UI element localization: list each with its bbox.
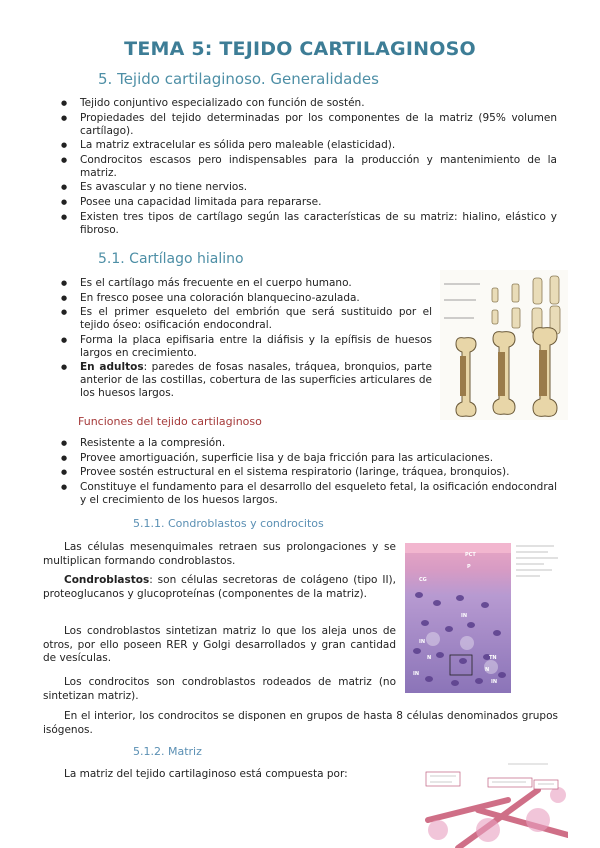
list-item: ● Constituye el fundamento para el desarrollo del esqueleto fetal, la osificación endocondral y el crecimiento de los huesos largos. bbox=[57, 481, 557, 507]
condroblastos-label: Condroblastos bbox=[64, 574, 150, 586]
list-item: ● Es el cartílago más frecuente en el cuerpo humano. bbox=[57, 277, 432, 290]
adults-text: : paredes de fosas nasales, tráquea, bronquios, parte anterior de las costillas, cobertura de las superficies articulares de los huesos largos. bbox=[80, 361, 432, 400]
legend-lines bbox=[514, 543, 562, 585]
list-item: ● Es avascular y no tiene nervios. bbox=[57, 181, 557, 194]
histology-label: IN bbox=[419, 639, 426, 645]
matrix-components-illustration bbox=[418, 760, 568, 848]
paragraph-condro-5: En el interior, los condrocitos se disponen en grupos de hasta 8 células denominados grupos isógenos. bbox=[43, 710, 558, 736]
list-item-adults bbox=[57, 361, 432, 400]
list-item: ● Condrocitos escasos pero indispensables para la producción y mantenimiento de la matriz. bbox=[57, 154, 557, 180]
list-hialino bbox=[57, 277, 432, 402]
list-item: ● Provee amortiguación, superficie lisa y de baja fricción para las articulaciones. bbox=[57, 452, 557, 465]
subsection-heading-condroblastos: 5.1.1. Condroblastos y condrocitos bbox=[133, 517, 324, 530]
section-heading-generalidades: 5. Tejido cartilaginoso. Generalidades bbox=[98, 70, 379, 88]
adults-label: En adultos bbox=[80, 361, 144, 374]
matrix-diagram bbox=[418, 760, 568, 848]
hyaline-cartilage-micrograph bbox=[405, 543, 511, 693]
histology-label: IN bbox=[491, 679, 498, 685]
paragraph-condro-4: Los condrocitos son condroblastos rodeados de matriz (no sintetizan matriz). bbox=[43, 676, 396, 702]
histology-label: N bbox=[485, 667, 490, 673]
list-generalidades bbox=[57, 97, 557, 238]
list-item: ● Es el primer esqueleto del embrión que será sustituido por el tejido óseo: osificación endocondral. bbox=[57, 306, 432, 332]
list-item: ● Propiedades del tejido determinadas por los componentes de la matriz (95% volumen cartílago). bbox=[57, 112, 557, 138]
histology-label: IN bbox=[461, 613, 468, 619]
list-item: ● Resistente a la compresión. bbox=[57, 437, 557, 450]
histology-label: IN bbox=[413, 671, 420, 677]
page-title: TEMA 5: TEJIDO CARTILAGINOSO bbox=[124, 38, 476, 60]
subsection-heading-matriz: 5.1.2. Matriz bbox=[133, 745, 202, 758]
histology-label: TN bbox=[489, 655, 497, 661]
section-heading-hialino: 5.1. Cartílago hialino bbox=[98, 251, 244, 267]
long-bone-illustration bbox=[440, 270, 568, 420]
histology-micrograph bbox=[405, 543, 511, 693]
list-item: ● Posee una capacidad limitada para repararse. bbox=[57, 196, 557, 209]
subsection-heading-funciones: Funciones del tejido cartilaginoso bbox=[78, 415, 262, 428]
list-item: ● La matriz extracelular es sólida pero maleable (elasticidad). bbox=[57, 139, 557, 152]
histology-label: N bbox=[427, 655, 432, 661]
histology-legend bbox=[514, 543, 562, 585]
paragraph-condro-1: Las células mesenquimales retraen sus prolongaciones y se multiplican formando condroblastos. bbox=[43, 541, 396, 567]
bone-ossification-figure bbox=[440, 270, 568, 420]
list-item: ● Forma la placa epifisaria entre la diáfisis y la epífisis de huesos largos en crecimiento. bbox=[57, 334, 432, 360]
paragraph-condro-3: Los condroblastos sintetizan matriz lo que los aleja unos de otros, por ello poseen RER y Golgi desarrollados y gran cantidad de vesículas. bbox=[43, 625, 396, 664]
list-item: ● Provee sostén estructural en el sistema respiratorio (laringe, tráquea, bronquios). bbox=[57, 466, 557, 479]
list-funciones bbox=[57, 437, 557, 508]
histology-label: P bbox=[467, 564, 471, 570]
list-item: ● Tejido conjuntivo especializado con función de sostén. bbox=[57, 97, 557, 110]
paragraph-matriz-intro: La matriz del tejido cartilaginoso está compuesta por: bbox=[64, 768, 348, 780]
condroblastos-text: : son células secretoras de colágeno (tipo II), proteoglucanos y glucoproteínas (componentes de la matriz). bbox=[43, 574, 396, 600]
paragraph-condro-2 bbox=[43, 574, 396, 601]
histology-label: CG bbox=[419, 577, 427, 583]
histology-label: PCT bbox=[465, 552, 476, 558]
list-item: ● Existen tres tipos de cartílago según las características de su matriz: hialino, elástico y fibroso. bbox=[57, 211, 557, 237]
list-item: ● En fresco posee una coloración blanquecino-azulada. bbox=[57, 292, 432, 305]
